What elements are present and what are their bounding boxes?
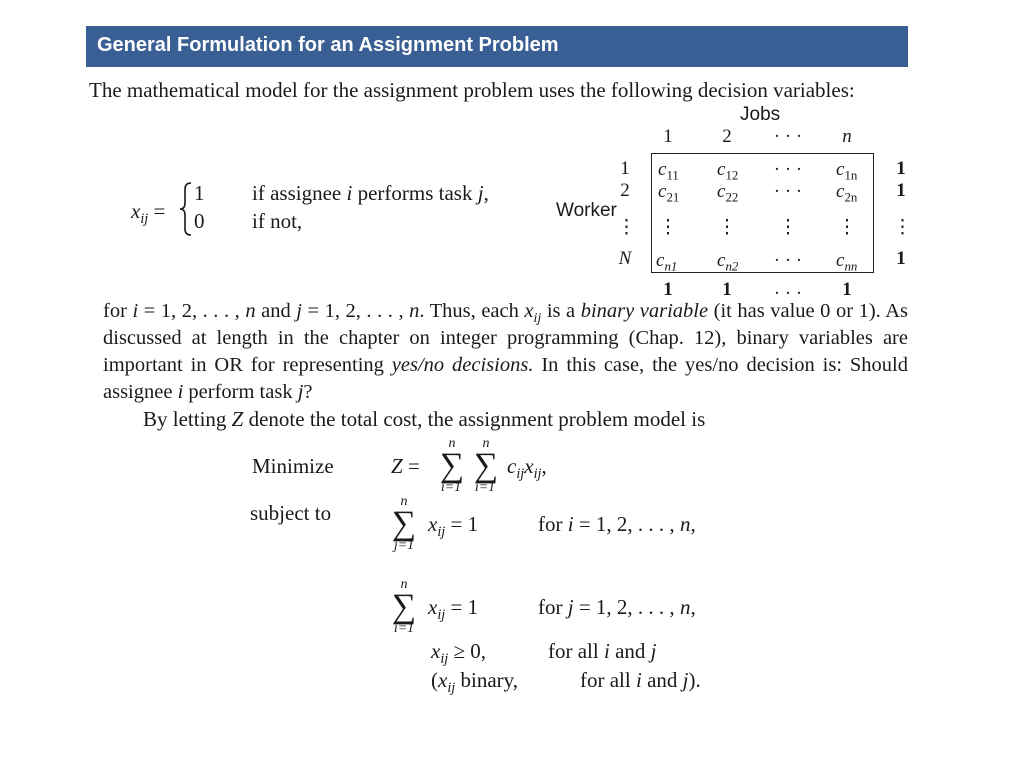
- sum-lower-limit: i=1: [440, 480, 462, 495]
- minimize-label: Minimize: [252, 454, 334, 478]
- subject-to-label: subject to: [250, 501, 332, 525]
- supply-value: 1: [896, 180, 906, 201]
- cost-cell: $c_{12}$: [717, 159, 739, 183]
- binary-variable-paragraph: for i = 1, 2, . . . , n and j = 1, 2, . . . , n. Thus, each $x_{ij}$ is a binary variable (it has value 0 or 1). As discussed at length in the chapter on integer programming (Chap. 12), binary variables are important in OR for representing yes/no decisions. In this case, the yes/no decision is: Should assignee i perform task j?: [103, 300, 908, 403]
- supply-value: ⋮: [893, 217, 912, 238]
- sum-upper-limit: n: [400, 494, 408, 509]
- nonnegativity-constraint: $x_{ij} \ge 0$,: [431, 639, 487, 667]
- slide-title: General Formulation for an Assignment Problem: [97, 34, 559, 56]
- demand-value: 1: [842, 279, 852, 300]
- case-two-condition: if not,: [252, 209, 303, 233]
- sum-lower-limit: i=1: [393, 621, 415, 636]
- job-header: 1: [663, 126, 673, 147]
- cost-cell-vdots: ⋮: [658, 217, 678, 238]
- supply-value: 1: [896, 248, 906, 269]
- objective-lhs: Z =: [391, 454, 420, 478]
- case-two-value: 0: [194, 209, 205, 233]
- constraint-one-domain: for i = 1, 2, . . . , n,: [538, 512, 696, 536]
- summation-symbol: ∑: [391, 588, 417, 625]
- case-one-value: 1: [194, 181, 205, 205]
- cost-cell: $c_{11}$: [658, 159, 679, 183]
- supply-value: 1: [896, 158, 906, 179]
- sum-upper-limit: n: [448, 436, 456, 451]
- objective-term: $c_{ij}x_{ij}$,: [507, 454, 547, 482]
- summation-symbol: ∑: [391, 505, 417, 542]
- binary-constraint: ($x_{ij}$ binary,: [431, 668, 519, 696]
- row-header: 1: [620, 158, 630, 179]
- cost-cell-vdots: ⋮: [837, 217, 857, 238]
- demand-value: 1: [663, 279, 673, 300]
- constraint-two-domain: for j = 1, 2, . . . , n,: [538, 595, 696, 619]
- constraint-one-expression: $x_{ij} = 1$: [428, 512, 479, 540]
- row-header: 2: [620, 180, 630, 201]
- jobs-label: Jobs: [740, 104, 781, 125]
- left-brace-icon: [179, 181, 193, 237]
- cost-cell: $c_{n2}$: [717, 250, 739, 274]
- job-header: · · ·: [773, 126, 803, 147]
- intro-text: The mathematical model for the assignment problem uses the following decision variables:: [89, 78, 855, 102]
- sum-lower-limit: i=1: [474, 480, 496, 495]
- row-header: ⋮: [617, 217, 636, 238]
- cost-cell: $c_{1n}$: [836, 159, 858, 183]
- cost-cell-ellipsis: · · ·: [773, 250, 803, 271]
- cost-cell-vdots: ⋮: [717, 217, 737, 238]
- worker-label: Worker: [556, 200, 617, 221]
- case-one-condition: if assignee i performs task j,: [252, 181, 489, 205]
- job-header: n: [842, 126, 852, 147]
- nonnegativity-domain: for all i and j: [548, 639, 657, 663]
- job-header: 2: [722, 126, 732, 147]
- sum-upper-limit: n: [482, 436, 490, 451]
- cost-cell-vdots: ⋮: [778, 217, 798, 238]
- decision-variable-lhs: $x_{ij}$ =: [131, 199, 166, 227]
- cost-cell-ellipsis: · · ·: [773, 159, 803, 180]
- demand-value: 1: [722, 279, 732, 300]
- constraint-two-expression: $x_{ij} = 1$: [428, 595, 479, 623]
- summation-symbol: ∑: [439, 447, 465, 484]
- cost-cell: $c_{2n}$: [836, 181, 858, 205]
- sum-lower-limit: j=1: [393, 538, 415, 553]
- row-header: N: [618, 248, 632, 269]
- cost-cell: $c_{22}$: [717, 181, 739, 205]
- total-cost-sentence: By letting Z denote the total cost, the assignment problem model is: [143, 407, 706, 431]
- sum-upper-limit: n: [400, 577, 408, 592]
- cost-cell-ellipsis: · · ·: [773, 181, 803, 202]
- demand-value: · · ·: [773, 283, 803, 304]
- binary-domain: for all i and j).: [580, 668, 701, 692]
- cost-cell: $c_{nn}$: [836, 250, 858, 274]
- cost-cell: $c_{21}$: [658, 181, 680, 205]
- cost-cell: $c_{n1}$: [656, 250, 678, 274]
- summation-symbol: ∑: [473, 447, 499, 484]
